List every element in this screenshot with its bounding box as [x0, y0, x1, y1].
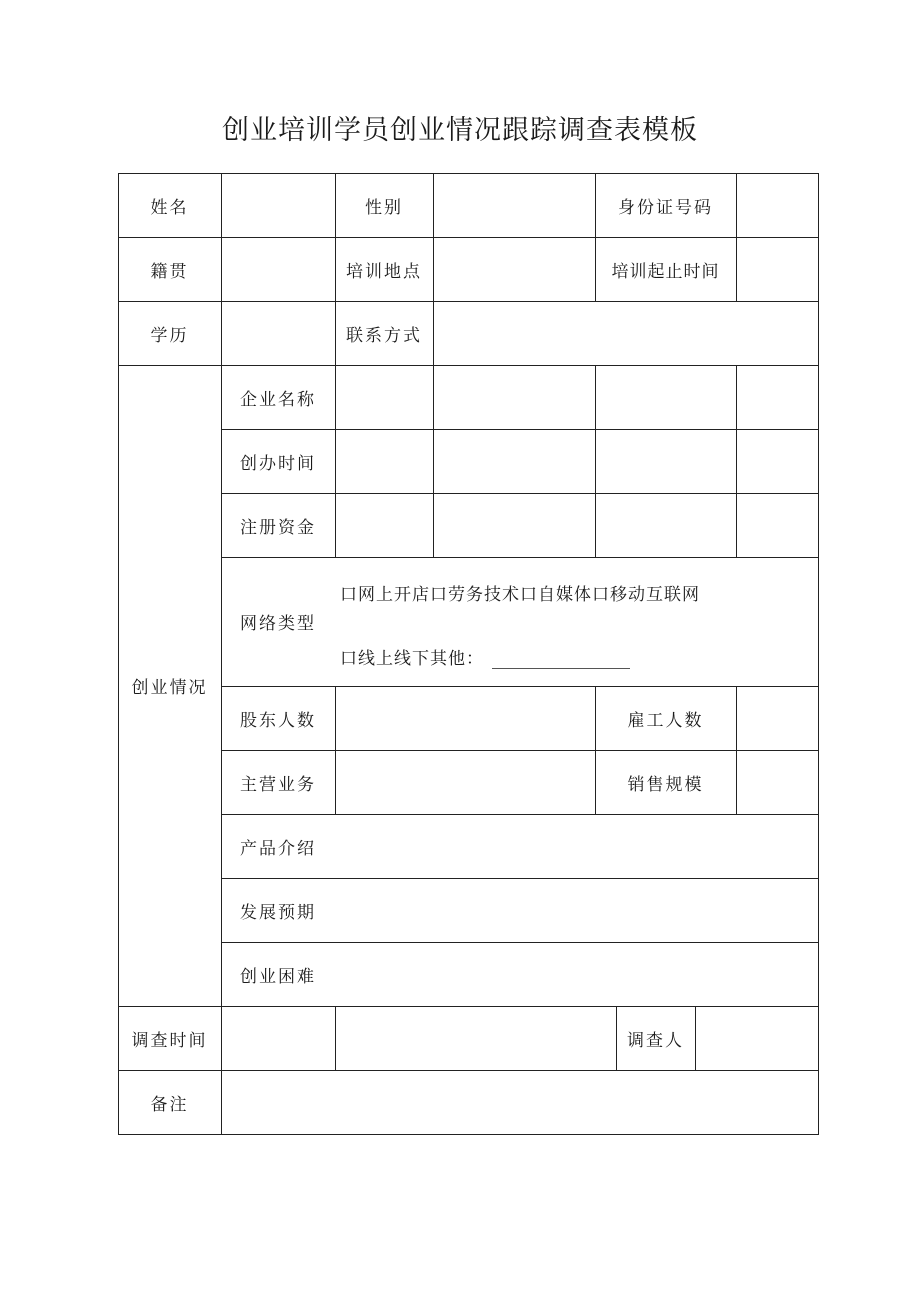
registered-capital-label: 注册资金 [240, 517, 316, 538]
col-divider [695, 1006, 696, 1070]
col-divider [736, 686, 737, 814]
col-divider [433, 173, 434, 557]
col-divider [595, 365, 596, 557]
col-divider [335, 686, 336, 814]
surveyor-label: 调查人 [627, 1030, 684, 1051]
business-status-label: 创业情况 [131, 678, 208, 698]
main-business-label: 主营业务 [240, 774, 316, 795]
gender-label: 性别 [365, 197, 403, 218]
network-type-options-line2 [340, 644, 630, 669]
row-divider [118, 301, 819, 302]
product-intro-label: 产品介绍 [240, 838, 316, 859]
survey-time-label: 调查时间 [131, 1030, 208, 1051]
table-border-bottom [118, 1134, 819, 1135]
col-divider [736, 173, 737, 301]
col-divider [736, 365, 737, 557]
remarks-label: 备注 [150, 1094, 189, 1115]
training-location-label: 培训地点 [346, 261, 422, 282]
native-place-label: 籍贯 [150, 261, 189, 282]
education-label: 学历 [150, 325, 189, 346]
row-divider [118, 1006, 819, 1007]
company-name-label: 企业名称 [240, 389, 316, 410]
founded-time-label: 创办时间 [240, 453, 316, 474]
training-period-label: 培训起止时间 [611, 261, 720, 282]
difficulties-label: 创业困难 [240, 966, 316, 987]
col-divider [335, 1006, 336, 1070]
shareholders-label: 股东人数 [240, 710, 316, 731]
sales-scale-label: 销售规模 [627, 774, 704, 795]
page-title: 创业培训学员创业情况跟踪调查表模板 [222, 115, 698, 146]
network-type-other-label: 口线上线下其他： [340, 649, 484, 669]
development-label: 发展预期 [240, 902, 316, 923]
row-divider [118, 1070, 819, 1071]
id-number-label: 身份证号码 [618, 197, 713, 218]
name-label: 姓名 [150, 197, 189, 218]
network-type-options-line1: 口网上开店口劳务技术口自媒体口移动互联网 [340, 585, 700, 605]
table-border-right [818, 173, 819, 1135]
network-type-label: 网络类型 [240, 614, 316, 634]
employees-label: 雇工人数 [627, 710, 704, 731]
contact-label: 联系方式 [346, 325, 422, 346]
other-blank-line [492, 650, 630, 669]
